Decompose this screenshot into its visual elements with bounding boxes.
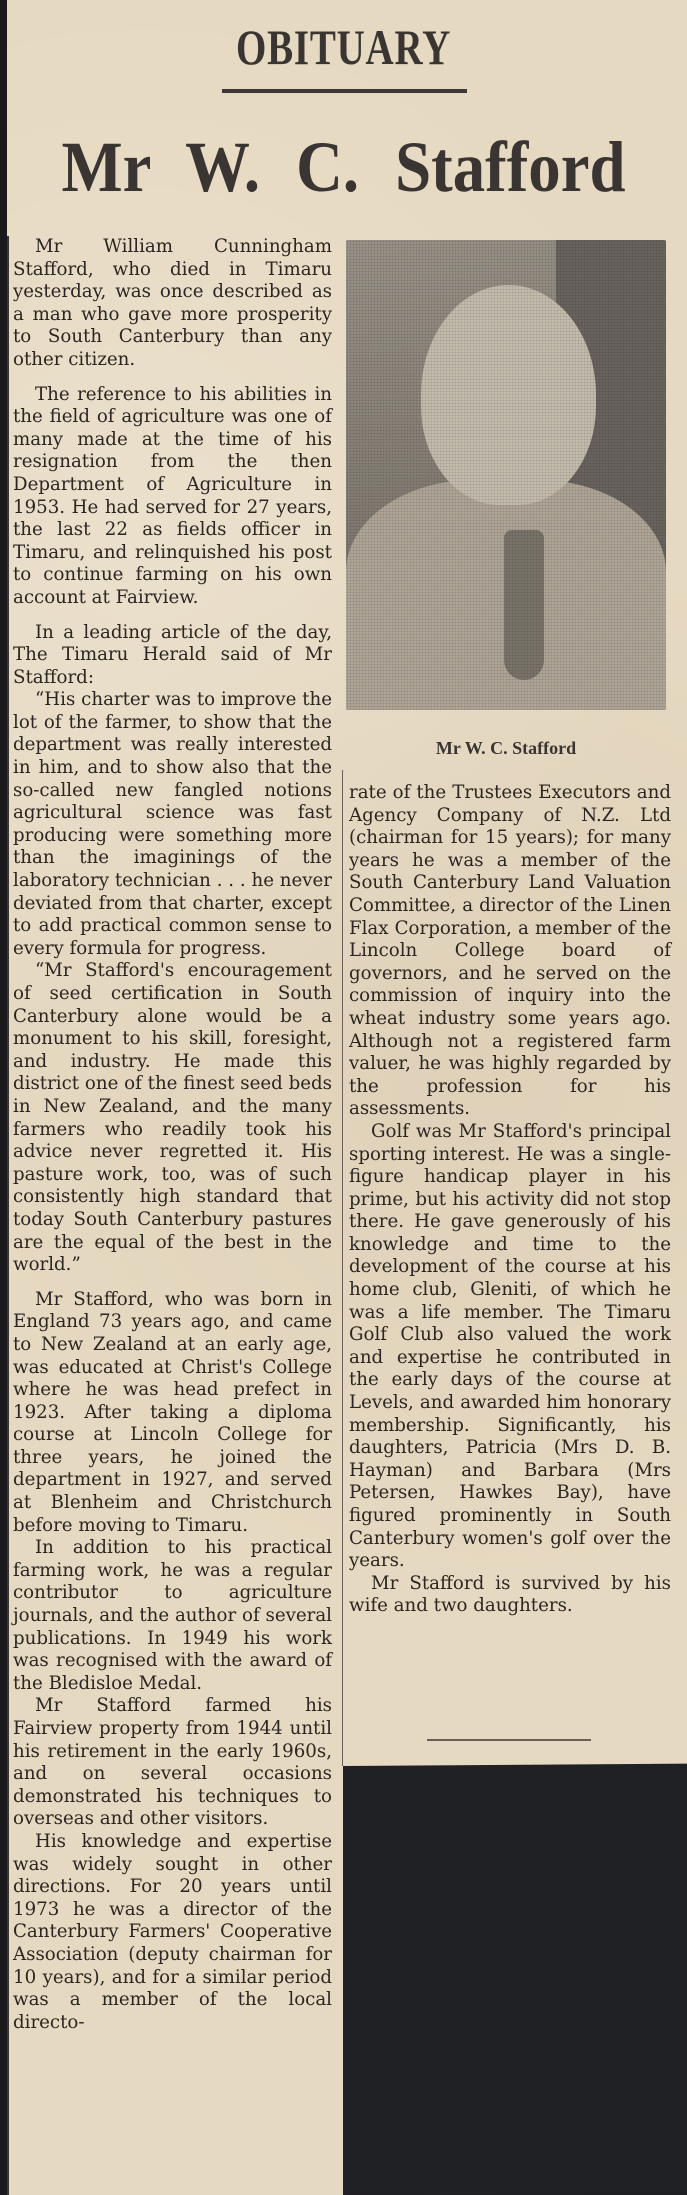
article-column-right — [349, 782, 671, 1618]
paragraph: Mr Stafford, who was born in England 73 years ago, and came to New Zealand at an early age, was educated at Christ's College where he was head prefect in 1923. After taking a diploma course at Lincoln College for three years, he joined the department in 1927, and served at Blenheim and Christchurch before moving to Timaru. — [13, 1288, 332, 1536]
column-rule-left — [7, 236, 9, 2195]
photo-caption: Mr W. C. Stafford — [435, 738, 577, 758]
kicker-rule — [222, 89, 467, 93]
paragraph: His knowledge and expertise was widely sought in other directions. For 20 years until 1973 he was a director of the Canterbury Farmers' Cooperative Association (deputy chairman for 10 years), and for a similar period was a member of the local directo- — [13, 1830, 332, 2033]
section-kicker: OBITUARY — [235, 19, 452, 75]
scan-left-edge — [0, 0, 7, 2195]
column-divider — [342, 770, 343, 1766]
paragraph: Mr Stafford farmed his Fairview property from 1944 until his retirement in the early 1960s, and on several occasions demonstrated his techniques to overseas and other visitors. — [13, 1695, 332, 1830]
paragraph: Mr Stafford is survived by his wife and two daughters. — [349, 1572, 671, 1617]
portrait-head — [421, 285, 596, 505]
paragraph: rate of the Trustees Executors and Agency Company of N.Z. Ltd (chairman for 15 years); for many years he was a member of the South Canterbury Land Valuation Committee, a director of the Linen Flax Corporation, a member of the Lincoln College board of governors, and he served on the commission of inquiry into the wheat industry some years ago. Although not a registered farm valuer, he was highly regarded by the profession for his assessments. — [349, 782, 671, 1120]
paragraph: The reference to his abilities in the field of agriculture was one of many made at the time of his resignation from the then Department of Agriculture in 1953. He had served for 27 years, the last 22 as fields officer in Timaru, and relinquished his post to continue farming on his own account at Fairview. — [13, 383, 332, 608]
quote-paragraph: “Mr Stafford's encouragement of seed certification in South Canterbury alone would be a monument to his skill, foresight, and industry. He made this district one of the finest seed beds in New Zealand, and the many farmers who readily took his advice never regretted it. His pasture work, too, was of such consistently high standard that today South Canterbury pastures are the equal of the best in the world.” — [13, 960, 332, 1276]
end-rule — [427, 1739, 591, 1741]
paragraph: Golf was Mr Stafford's principal sporting interest. He was a single-figure handicap player in his prime, but his activity did not stop there. He gave generously of his knowledge and time to the development of the course at his home club, Gleniti, of which he was a life member. The Timaru Golf Club also valued the work and expertise he contributed in the early days of the course at Levels, and awarded him honorary membership. Significantly, his daughters, Patricia (Mrs D. B. Hayman) and Barbara (Mrs Petersen, Hawkes Bay), have figured prominently in South Canterbury women's golf over the years. — [349, 1120, 671, 1572]
headline: Mr W. C. Stafford — [61, 127, 626, 207]
paragraph: In a leading article of the day, The Timaru Herald said of Mr Stafford: — [13, 621, 332, 688]
quote-paragraph: “His charter was to improve the lot of the farmer, to show that the department was really interested in him, and to show also that the so-called new fangled notions agricultural science was fast producing were something more than the imaginings of the laboratory technician . . . he never deviated from that charter, except to add practical common sense to every formula for progress. — [13, 689, 332, 959]
paragraph: In addition to his practical farming work, he was a regular contributor to agriculture journals, and the author of several publications. In 1949 his work was recognised with the award of the Bledisloe Medal. — [13, 1537, 332, 1694]
paragraph: Mr William Cunningham Stafford, who died in Timaru yesterday, was once described as a man who gave more prosperity to South Canterbury than any other citizen. — [13, 236, 332, 370]
portrait-photo — [346, 240, 666, 710]
scan-background — [343, 1764, 687, 2195]
article-column-left — [13, 236, 332, 2034]
